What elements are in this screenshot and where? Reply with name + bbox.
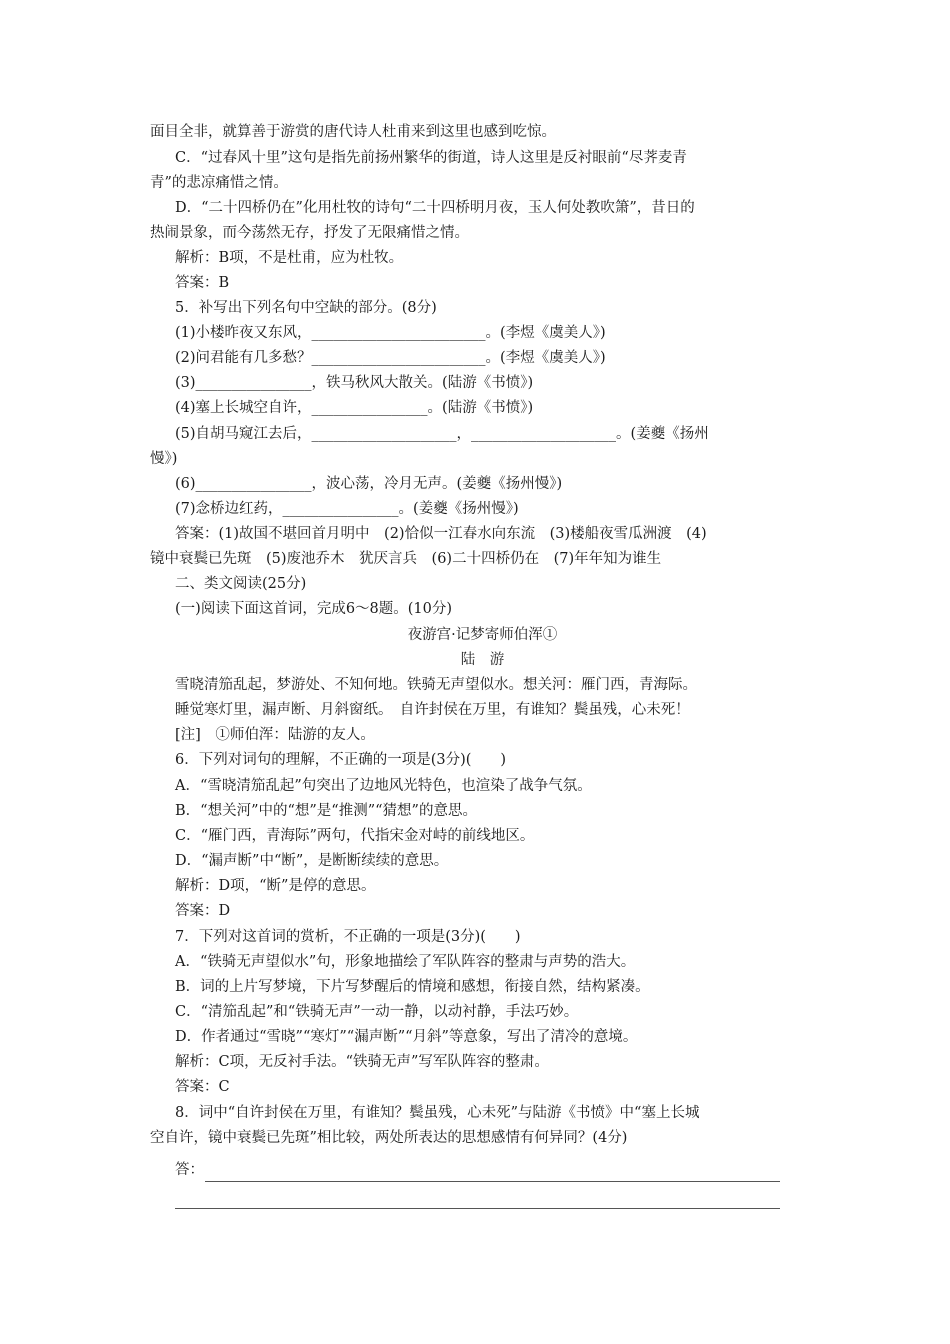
option-d: D．作者通过“雪晓”“寒灯”“漏声断”“月斜”等意象，写出了清冷的意境。 <box>175 1029 638 1045</box>
poem-author: 陆 游 <box>460 652 505 668</box>
option-c: C．“清笳乱起”和“铁骑无声”一动一静，以动衬静，手法巧妙。 <box>175 1004 579 1020</box>
text-line: 青”的悲凉痛惜之情。 <box>150 175 288 191</box>
option-d: D．“漏声断”中“断”，是断断续续的意思。 <box>175 853 449 869</box>
fill-blank-5: (5)自胡马窥江去后，____________________，____________________。(姜夔《扬州 <box>175 426 709 442</box>
poem-title: 夜游宫·记梦寄师伯浑① <box>407 627 558 643</box>
answer: 答案：C <box>175 1079 230 1095</box>
text-line: 慢》) <box>150 451 178 467</box>
fill-blank-7: (7)念桥边红药，________________。(姜夔《扬州慢》) <box>175 501 519 517</box>
fill-blank-4: (4)塞上长城空自许，________________。(陆游《书愤》) <box>175 400 534 416</box>
analysis: 解析：D项，“断”是停的意思。 <box>175 878 376 894</box>
fill-blank-3: (3)________________，铁马秋风大散关。(陆游《书愤》) <box>175 375 534 391</box>
analysis: 解析：C项，无反衬手法。“铁骑无声”写军队阵容的整肃。 <box>175 1054 549 1070</box>
text-line: 空自许，镜中衰鬓已先斑”相比较，两处所表达的思想感情有何异同？(4分) <box>150 1130 628 1146</box>
answer-line[interactable] <box>175 1208 780 1209</box>
option-b: B．“想关河”中的“想”是“推测”“猜想”的意思。 <box>175 803 477 819</box>
poem-line: 雪晓清笳乱起，梦游处、不知何地。铁骑无声望似水。想关河：雁门西，青海际。 <box>175 677 697 693</box>
note: [注] ①师伯浑：陆游的友人。 <box>175 727 375 743</box>
answer-line[interactable] <box>205 1181 780 1182</box>
question-8: 8．词中“自许封侯在万里，有谁知？鬓虽残，心未死”与陆游《书愤》中“塞上长城 <box>175 1105 700 1121</box>
text-line: 热闹景象，而今荡然无存，抒发了无限痛惜之情。 <box>150 225 469 241</box>
fill-blank-2: (2)问君能有几多愁？________________________。(李煜《虞美人》) <box>175 350 606 366</box>
answer: 答案：B <box>175 275 230 291</box>
reading-instruction: (一)阅读下面这首词，完成6～8题。(10分) <box>175 601 453 617</box>
question-6: 6．下列对词句的理解，不正确的一项是(3分)( ) <box>175 752 507 768</box>
poem-line: 睡觉寒灯里，漏声断、月斜窗纸。 自许封侯在万里，有谁知？鬓虽残，心未死！ <box>175 702 690 718</box>
option-b: B．词的上片写梦境，下片写梦醒后的情境和感想，衔接自然，结构紧凑。 <box>175 979 650 995</box>
option-d: D．“二十四桥仍在”化用杜牧的诗句“二十四桥明月夜，玉人何处教吹箫”，昔日的 <box>175 200 695 216</box>
fill-blank-1: (1)小楼昨夜又东风，________________________。(李煜《虞美人》) <box>175 325 606 341</box>
text-line: 面目全非，就算善于游赏的唐代诗人杜甫来到这里也感到吃惊。 <box>150 124 556 140</box>
analysis: 解析：B项，不是杜甫，应为杜牧。 <box>175 250 404 266</box>
answer: 答案：D <box>175 903 231 919</box>
option-a: A．“雪晓清笳乱起”句突出了边地风光特色，也渲染了战争气氛。 <box>175 778 592 794</box>
text-line: 镜中衰鬓已先斑 (5)废池乔木 犹厌言兵 (6)二十四桥仍在 (7)年年知为谁生 <box>150 551 662 567</box>
answer: 答案：(1)故国不堪回首月明中 (2)恰似一江春水向东流 (3)楼船夜雪瓜洲渡 (4) <box>175 526 707 542</box>
option-a: A．“铁骑无声望似水”句，形象地描绘了军队阵容的整肃与声势的浩大。 <box>175 954 636 970</box>
fill-blank-6: (6)________________，波心荡，冷月无声。(姜夔《扬州慢》) <box>175 476 563 492</box>
question-7: 7．下列对这首词的赏析，不正确的一项是(3分)( ) <box>175 929 521 945</box>
option-c: C．“雁门西，青海际”两句，代指宋金对峙的前线地区。 <box>175 828 535 844</box>
option-c: C．“过春风十里”这句是指先前扬州繁华的街道，诗人这里是反衬眼前“尽荠麦青 <box>175 150 687 166</box>
question-5: 5．补写出下列名句中空缺的部分。(8分) <box>175 300 437 316</box>
section-heading: 二、类文阅读(25分) <box>175 576 307 592</box>
answer-label: 答： <box>175 1162 204 1178</box>
